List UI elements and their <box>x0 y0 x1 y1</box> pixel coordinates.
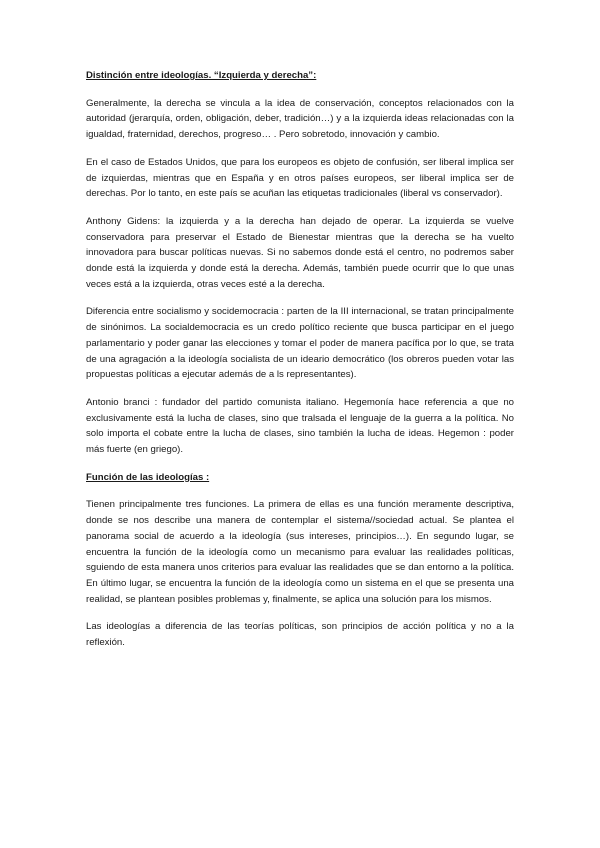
document-page <box>86 68 514 663</box>
paragraph-left-right-definition: Generalmente, la derecha se vincula a la idea de conservación, conceptos relacionados con la autoridad (jerarquía, orden, obligación, deber, tradición…) y a la izquierda ideas relacionadas con la igualdad, fraternidad, derechos, progreso… . Pero sobretodo, innovación y cambio. <box>86 97 514 141</box>
section-heading-ideologies-distinction: Distinción entre ideologías. “Izquierda y derecha”: <box>86 70 317 81</box>
paragraph-gramsci-hegemony: Antonio branci : fundador del partido comunista italiano. Hegemonía hace referencia a que no exclusivamente está la lucha de clases, sino que tralsada el lenguaje de la guerra a la política. No solo importa el cobate entre la lucha de clases, sino también la lucha de ideas. Hegemon : poder más fuerte (en griego). <box>86 396 514 456</box>
paragraph-usa-liberal: En el caso de Estados Unidos, que para los europeos es objeto de confusión, ser liberal implica ser de izquierdas, mientras que en España y en otros países europeos, ser liberal implica ser de derechas. Por lo tanto, en este país se acuñan las etiquetas tradicionales (liberal vs conservador). <box>86 156 514 200</box>
section-heading-ideology-functions: Función de las ideologías : <box>86 471 210 483</box>
paragraph-three-functions: Tienen principalmente tres funciones. La primera de ellas es una función meramente descriptiva, donde se nos describe una manera de contemplar el sistema//sociedad actual. Se plantea el panorama social de acuerdo a la ideología (sus intereses, principios…). En segundo lugar, se encuentra la función de la ideología como un mecanismo para evaluar las realidades políticas, sguiendo de esta manera unos criterios para evaluar las realidades que se dan entorno a la política. En último lugar, se encuentra la función de la ideología como un sistema en el que se presenta una realidad, se plantean posibles problemas y, finalmente, se aplica una solución para los mismos. <box>86 499 514 605</box>
paragraph-ideologies-vs-theories: Las ideologías a diferencia de las teorías políticas, son principios de acción política y no a la reflexión. <box>86 621 514 649</box>
paragraph-socialism-socialdemocracy: Diferencia entre socialismo y socidemocracia : parten de la III internacional, se tratan principalmente de sinónimos. La socialdemocracia es un credo político reciente que busca participar en el juego parlamentario y poder ganar las elecciones y tomar el poder de manera pacífica por lo que, se trata de una agragación a la ideología socialista de un ideario democrático (los obreros pueden votar las propuestas políticas a ejecutar además de a ls representantes). <box>86 306 514 381</box>
paragraph-gidens: Anthony Gidens: la izquierda y a la derecha han dejado de operar. La izquierda se vuelve conservadora para preservar el Estado de Bienestar mientras que la derecha se ha vuelto innovadora para buscar políticas nuevas. Si no sabemos donde está el centro, no podremos saber donde está la izquierda y donde está la derecha. Además, también puede ocurrir que lo que unas veces está a la izquierda, otras veces esté a la derecha. <box>86 215 514 290</box>
